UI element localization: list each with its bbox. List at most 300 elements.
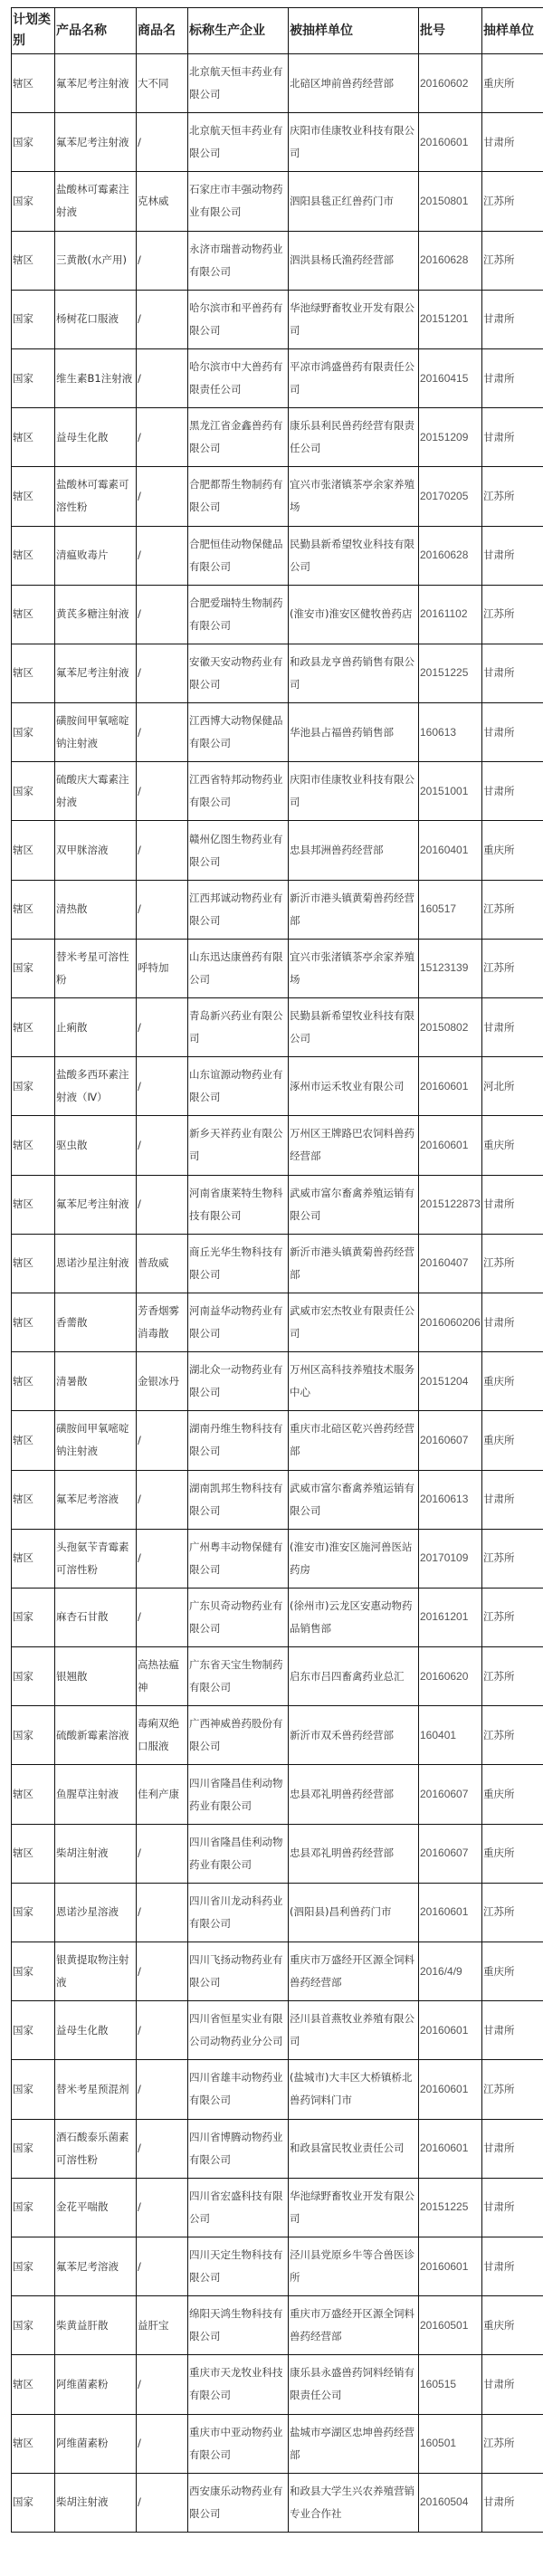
cell-manufacturer: 江西省特邦动物药业有限公司 [188, 762, 289, 821]
table-row [12, 2355, 543, 2414]
cell-sampled-unit: 和政县大学生兴农养殖营销专业合作社 [289, 2473, 419, 2532]
cell-trade-name: / [137, 2355, 188, 2414]
table-row [12, 1116, 543, 1175]
cell-plan-category: 国家 [12, 939, 55, 997]
cell-trade-name: / [137, 1411, 188, 1470]
cell-batch-number: 20160401 [419, 821, 482, 880]
cell-product-name: 盐酸多西环素注射液（Ⅳ） [55, 1057, 137, 1116]
cell-sampled-unit: 新沂市港头镇黄菊兽药经营部 [289, 1234, 419, 1293]
cell-manufacturer: 石家庄市丰强动物药业有限公司 [188, 172, 289, 231]
cell-trade-name: / [137, 1470, 188, 1529]
cell-sampled-unit: 泾川县党原乡牛等合兽医诊所 [289, 2237, 419, 2295]
cell-sampling-unit: 江苏所 [482, 880, 543, 939]
cell-batch-number: 2015122873 [419, 1175, 482, 1234]
table-row [12, 1942, 543, 2001]
cell-plan-category: 辖区 [12, 1765, 55, 1824]
cell-trade-name: / [137, 1824, 188, 1883]
cell-trade-name: 芳香烟雾消毒散 [137, 1293, 188, 1351]
cell-sampled-unit: 北碚区坤前兽药经营部 [289, 54, 419, 113]
table-row [12, 1588, 543, 1646]
cell-batch-number: 20151201 [419, 290, 482, 348]
cell-manufacturer: 湖南丹维生物科技有限公司 [188, 1411, 289, 1470]
cell-manufacturer: 永济市瑞普动物药业有限公司 [188, 231, 289, 290]
cell-trade-name: / [137, 2178, 188, 2237]
cell-plan-category: 国家 [12, 2237, 55, 2295]
cell-manufacturer: 四川省宏盛科技有限公司 [188, 2178, 289, 2237]
cell-plan-category: 国家 [12, 2178, 55, 2237]
cell-product-name: 替米考星可溶性粉 [55, 939, 137, 997]
header-trade-name: 商品名 [137, 8, 188, 54]
cell-sampled-unit: 华池绿野畜牧业开发有限公司 [289, 2178, 419, 2237]
cell-batch-number: 160515 [419, 2355, 482, 2414]
cell-trade-name: / [137, 2119, 188, 2178]
header-batch-number: 批号 [419, 8, 482, 54]
cell-sampling-unit: 重庆所 [482, 1116, 543, 1175]
table-row [12, 408, 543, 467]
cell-sampled-unit: 重庆市万盛经开区源全饲料兽药经营部 [289, 1942, 419, 2001]
cell-sampling-unit: 江苏所 [482, 172, 543, 231]
cell-sampling-unit: 江苏所 [482, 2414, 543, 2473]
cell-sampling-unit: 甘肃所 [482, 998, 543, 1057]
cell-sampled-unit: (徐州市)云龙区安惠动物药品销售部 [289, 1588, 419, 1646]
cell-product-name: 柴胡注射液 [55, 1824, 137, 1883]
cell-sampling-unit: 甘肃所 [482, 290, 543, 348]
cell-plan-category: 辖区 [12, 231, 55, 290]
cell-batch-number: 20151225 [419, 2178, 482, 2237]
cell-sampled-unit: (泗阳县)昌利兽药门市 [289, 1883, 419, 1942]
cell-manufacturer: 四川省川龙动科药业有限公司 [188, 1883, 289, 1942]
cell-plan-category: 辖区 [12, 1234, 55, 1293]
cell-sampled-unit: 泾川县首燕牧业养殖有限公司 [289, 2001, 419, 2060]
cell-manufacturer: 黑龙江省金鑫兽药有限公司 [188, 408, 289, 467]
cell-product-name: 益母生化散 [55, 2001, 137, 2060]
cell-manufacturer: 江西博大动物保健品有限公司 [188, 703, 289, 762]
table-row [12, 467, 543, 526]
cell-batch-number: 20160613 [419, 1470, 482, 1529]
cell-batch-number: 20161201 [419, 1588, 482, 1646]
cell-batch-number: 20160628 [419, 526, 482, 585]
cell-product-name: 氟苯尼考注射液 [55, 54, 137, 113]
cell-sampling-unit: 江苏所 [482, 1706, 543, 1765]
table-row [12, 172, 543, 231]
cell-plan-category: 辖区 [12, 1175, 55, 1234]
cell-sampling-unit: 甘肃所 [482, 526, 543, 585]
cell-product-name: 黄芪多糖注射液 [55, 585, 137, 644]
cell-product-name: 鱼腥草注射液 [55, 1765, 137, 1824]
cell-product-name: 氟苯尼考注射液 [55, 113, 137, 172]
cell-batch-number: 2016/4/9 [419, 1942, 482, 2001]
cell-sampling-unit: 重庆所 [482, 54, 543, 113]
cell-sampled-unit: 启东市吕四畜禽药业总汇 [289, 1647, 419, 1706]
cell-manufacturer: 安徽天安动物药业有限公司 [188, 644, 289, 702]
cell-trade-name: / [137, 1057, 188, 1116]
cell-manufacturer: 湖南凯邦生物科技有限公司 [188, 1470, 289, 1529]
cell-manufacturer: 四川省恒星实业有限公司动物药业分公司 [188, 2001, 289, 2060]
cell-sampling-unit: 甘肃所 [482, 1470, 543, 1529]
cell-sampling-unit: 重庆所 [482, 821, 543, 880]
cell-plan-category: 辖区 [12, 526, 55, 585]
cell-sampling-unit: 甘肃所 [482, 348, 543, 407]
cell-batch-number: 20160620 [419, 1647, 482, 1706]
cell-sampling-unit: 江苏所 [482, 1234, 543, 1293]
cell-sampled-unit: 和政县龙亨兽药销售有限公司 [289, 644, 419, 702]
cell-plan-category: 辖区 [12, 467, 55, 526]
cell-sampling-unit: 甘肃所 [482, 2119, 543, 2178]
cell-manufacturer: 四川省隆昌佳利动物药业有限公司 [188, 1824, 289, 1883]
cell-sampled-unit: (淮安市)淮安区健牧兽药店 [289, 585, 419, 644]
cell-product-name: 替米考星预混剂 [55, 2060, 137, 2119]
cell-sampled-unit: 康乐县利民兽药经营有限责任公司 [289, 408, 419, 467]
cell-trade-name: / [137, 2473, 188, 2532]
cell-sampling-unit: 河北所 [482, 1057, 543, 1116]
cell-plan-category: 国家 [12, 2060, 55, 2119]
table-row [12, 703, 543, 762]
table-row [12, 880, 543, 939]
cell-plan-category: 辖区 [12, 1116, 55, 1175]
table-row [12, 54, 543, 113]
cell-manufacturer: 商丘光华生物科技有限公司 [188, 1234, 289, 1293]
cell-plan-category: 辖区 [12, 880, 55, 939]
cell-manufacturer: 青岛新兴药业有限公司 [188, 998, 289, 1057]
cell-sampling-unit: 江苏所 [482, 1588, 543, 1646]
cell-sampling-unit: 甘肃所 [482, 2178, 543, 2237]
cell-product-name: 柴胡注射液 [55, 2473, 137, 2532]
table-row [12, 1411, 543, 1470]
cell-trade-name: 佳利产康 [137, 1765, 188, 1824]
cell-plan-category: 辖区 [12, 1470, 55, 1529]
table-row [12, 762, 543, 821]
cell-batch-number: 20161102 [419, 585, 482, 644]
header-product-name: 产品名称 [55, 8, 137, 54]
cell-trade-name: 高热祛瘟神 [137, 1647, 188, 1706]
table-row [12, 348, 543, 407]
cell-plan-category: 国家 [12, 290, 55, 348]
cell-product-name: 阿维菌素粉 [55, 2355, 137, 2414]
cell-plan-category: 国家 [12, 348, 55, 407]
cell-plan-category: 国家 [12, 1706, 55, 1765]
cell-trade-name: / [137, 703, 188, 762]
cell-batch-number: 160401 [419, 1706, 482, 1765]
cell-plan-category: 辖区 [12, 1824, 55, 1883]
cell-plan-category: 辖区 [12, 998, 55, 1057]
table-row [12, 1765, 543, 1824]
cell-batch-number: 20160607 [419, 1411, 482, 1470]
cell-trade-name: / [137, 2414, 188, 2473]
cell-sampling-unit: 江苏所 [482, 1529, 543, 1588]
cell-product-name: 氟苯尼考溶液 [55, 1470, 137, 1529]
cell-manufacturer: 广西神威兽药股份有限公司 [188, 1706, 289, 1765]
cell-sampled-unit: 宜兴市张渚镇茶亭余家养殖场 [289, 939, 419, 997]
cell-plan-category: 辖区 [12, 821, 55, 880]
table-header-row [12, 8, 543, 54]
cell-plan-category: 国家 [12, 1942, 55, 2001]
cell-batch-number: 2016060206 [419, 1293, 482, 1351]
cell-sampling-unit: 甘肃所 [482, 113, 543, 172]
cell-manufacturer: 新乡天祥药业有限公司 [188, 1116, 289, 1175]
cell-sampling-unit: 江苏所 [482, 2060, 543, 2119]
cell-product-name: 清暑散 [55, 1352, 137, 1411]
cell-sampled-unit: 盐城市亭湖区忠坤兽药经营部 [289, 2414, 419, 2473]
table-row [12, 1352, 543, 1411]
cell-manufacturer: 山东迅达康兽药有限公司 [188, 939, 289, 997]
table-row [12, 1706, 543, 1765]
header-sampled-unit: 被抽样单位 [289, 8, 419, 54]
cell-sampling-unit: 甘肃所 [482, 762, 543, 821]
cell-plan-category: 国家 [12, 2296, 55, 2355]
cell-sampling-unit: 甘肃所 [482, 2237, 543, 2295]
cell-batch-number: 20170205 [419, 467, 482, 526]
cell-product-name: 清热散 [55, 880, 137, 939]
cell-sampled-unit: 重庆市万盛经开区源全饲料兽药经营部 [289, 2296, 419, 2355]
cell-plan-category: 国家 [12, 2119, 55, 2178]
cell-product-name: 磺胺间甲氧嘧啶钠注射液 [55, 1411, 137, 1470]
cell-sampled-unit: 康乐县永盛兽药饲料经销有限责任公司 [289, 2355, 419, 2414]
cell-trade-name: / [137, 1942, 188, 2001]
cell-batch-number: 20160601 [419, 2001, 482, 2060]
table-row [12, 1529, 543, 1588]
cell-trade-name: 克林威 [137, 172, 188, 231]
header-plan-category: 计划类别 [12, 8, 55, 54]
cell-trade-name: / [137, 2237, 188, 2295]
cell-sampled-unit: 泗洪县杨氏渔药经营部 [289, 231, 419, 290]
cell-sampled-unit: 涿州市运禾牧业有限公司 [289, 1057, 419, 1116]
cell-plan-category: 辖区 [12, 1293, 55, 1351]
cell-product-name: 磺胺间甲氧嘧啶钠注射液 [55, 703, 137, 762]
cell-product-name: 杨树花口服液 [55, 290, 137, 348]
cell-sampled-unit: 武威市富尔畜禽养殖运销有限公司 [289, 1175, 419, 1234]
cell-manufacturer: 重庆市中亚动物药业有限公司 [188, 2414, 289, 2473]
cell-sampling-unit: 重庆所 [482, 2296, 543, 2355]
cell-product-name: 香薷散 [55, 1293, 137, 1351]
cell-product-name: 盐酸林可霉素注射液 [55, 172, 137, 231]
table-row [12, 231, 543, 290]
cell-product-name: 氟苯尼考注射液 [55, 1175, 137, 1234]
cell-batch-number: 160517 [419, 880, 482, 939]
cell-manufacturer: 四川省雄丰动物药业有限公司 [188, 2060, 289, 2119]
table-row [12, 526, 543, 585]
cell-product-name: 银翘散 [55, 1647, 137, 1706]
cell-manufacturer: 西安康乐动物药业有限公司 [188, 2473, 289, 2532]
cell-trade-name: / [137, 880, 188, 939]
cell-sampled-unit: 万州区王牌路巴农饲料兽药经营部 [289, 1116, 419, 1175]
cell-sampled-unit: 忠县邓礼明兽药经营部 [289, 1765, 419, 1824]
cell-sampling-unit: 江苏所 [482, 1883, 543, 1942]
cell-product-name: 头孢氨苄青霉素可溶性粉 [55, 1529, 137, 1588]
cell-plan-category: 辖区 [12, 54, 55, 113]
cell-sampling-unit: 江苏所 [482, 467, 543, 526]
cell-manufacturer: 北京航天恒丰药业有限公司 [188, 54, 289, 113]
cell-sampling-unit: 甘肃所 [482, 1293, 543, 1351]
cell-product-name: 银黄提取物注射液 [55, 1942, 137, 2001]
cell-trade-name: 益肝宝 [137, 2296, 188, 2355]
cell-sampling-unit: 重庆所 [482, 1411, 543, 1470]
cell-product-name: 柴黄益肝散 [55, 2296, 137, 2355]
cell-product-name: 麻杏石甘散 [55, 1588, 137, 1646]
cell-sampled-unit: 新沂市港头镇黄菊兽药经营部 [289, 880, 419, 939]
table-row [12, 1824, 543, 1883]
cell-sampling-unit: 江苏所 [482, 1647, 543, 1706]
table-row [12, 2001, 543, 2060]
cell-batch-number: 20151204 [419, 1352, 482, 1411]
cell-trade-name: / [137, 408, 188, 467]
cell-trade-name: / [137, 290, 188, 348]
cell-batch-number: 20160601 [419, 113, 482, 172]
cell-plan-category: 辖区 [12, 2414, 55, 2473]
cell-batch-number: 20160407 [419, 1234, 482, 1293]
cell-sampled-unit: (盐城市)大丰区大桥镇桥北兽药饲料门市 [289, 2060, 419, 2119]
cell-product-name: 盐酸林可霉素可溶性粉 [55, 467, 137, 526]
cell-plan-category: 辖区 [12, 585, 55, 644]
cell-product-name: 硫酸庆大霉素注射液 [55, 762, 137, 821]
cell-trade-name: / [137, 113, 188, 172]
cell-trade-name: / [137, 1175, 188, 1234]
cell-sampled-unit: 庆阳市佳康牧业科技有限公司 [289, 113, 419, 172]
cell-product-name: 恩诺沙星注射液 [55, 1234, 137, 1293]
cell-trade-name: / [137, 1883, 188, 1942]
table-row [12, 998, 543, 1057]
cell-product-name: 氟苯尼考注射液 [55, 644, 137, 702]
cell-trade-name: 金银冰丹 [137, 1352, 188, 1411]
cell-trade-name: / [137, 2060, 188, 2119]
cell-sampled-unit: 泗阳县毯正红兽药门市 [289, 172, 419, 231]
cell-product-name: 金花平喘散 [55, 2178, 137, 2237]
cell-sampling-unit: 江苏所 [482, 231, 543, 290]
cell-manufacturer: 山东谊源动物药业有限公司 [188, 1057, 289, 1116]
cell-manufacturer: 合肥恒佳动物保健品有限公司 [188, 526, 289, 585]
cell-sampled-unit: (淮安市)淮安区施河兽医站药房 [289, 1529, 419, 1588]
cell-sampled-unit: 平凉市鸿盛兽药有限责任公司 [289, 348, 419, 407]
cell-sampling-unit: 重庆所 [482, 1824, 543, 1883]
table-row [12, 585, 543, 644]
cell-sampled-unit: 万州区高科技养殖技术服务中心 [289, 1352, 419, 1411]
cell-sampling-unit: 甘肃所 [482, 2355, 543, 2414]
cell-batch-number: 20160501 [419, 2296, 482, 2355]
cell-batch-number: 20160607 [419, 1824, 482, 1883]
cell-plan-category: 国家 [12, 2473, 55, 2532]
cell-batch-number: 160613 [419, 703, 482, 762]
table-row [12, 1175, 543, 1234]
cell-plan-category: 国家 [12, 172, 55, 231]
table-body [12, 54, 543, 2533]
cell-batch-number: 20151209 [419, 408, 482, 467]
cell-product-name: 阿维菌素粉 [55, 2414, 137, 2473]
cell-plan-category: 国家 [12, 762, 55, 821]
cell-trade-name: / [137, 231, 188, 290]
cell-manufacturer: 湖北众一动物药业有限公司 [188, 1352, 289, 1411]
cell-manufacturer: 河南益华动物药业有限公司 [188, 1293, 289, 1351]
cell-plan-category: 国家 [12, 1057, 55, 1116]
cell-plan-category: 辖区 [12, 1352, 55, 1411]
cell-sampling-unit: 重庆所 [482, 1352, 543, 1411]
cell-plan-category: 国家 [12, 1647, 55, 1706]
cell-product-name: 止痢散 [55, 998, 137, 1057]
cell-batch-number: 20160601 [419, 1883, 482, 1942]
table-row [12, 1883, 543, 1942]
cell-sampling-unit: 江苏所 [482, 939, 543, 997]
cell-trade-name: / [137, 1588, 188, 1646]
cell-manufacturer: 广东贝奇动物药业有限公司 [188, 1588, 289, 1646]
cell-product-name: 双甲脒溶液 [55, 821, 137, 880]
cell-sampling-unit: 重庆所 [482, 1765, 543, 1824]
cell-trade-name: / [137, 2001, 188, 2060]
cell-batch-number: 20160601 [419, 1116, 482, 1175]
cell-manufacturer: 哈尔滨市和平兽药有限公司 [188, 290, 289, 348]
cell-batch-number: 20160607 [419, 1765, 482, 1824]
cell-batch-number: 20151001 [419, 762, 482, 821]
cell-manufacturer: 合肥爱瑞特生物制药有限公司 [188, 585, 289, 644]
cell-trade-name: 大不同 [137, 54, 188, 113]
cell-plan-category: 国家 [12, 113, 55, 172]
cell-plan-category: 辖区 [12, 408, 55, 467]
cell-batch-number: 20160628 [419, 231, 482, 290]
cell-batch-number: 20160504 [419, 2473, 482, 2532]
cell-sampled-unit: 忠县邓礼明兽药经营部 [289, 1824, 419, 1883]
cell-manufacturer: 合肥都帮生物制药有限公司 [188, 467, 289, 526]
cell-batch-number: 20151225 [419, 644, 482, 702]
cell-sampling-unit: 甘肃所 [482, 408, 543, 467]
cell-product-name: 驱虫散 [55, 1116, 137, 1175]
table-row [12, 2296, 543, 2355]
cell-manufacturer: 四川天定生物科技有限公司 [188, 2237, 289, 2295]
table-row [12, 1293, 543, 1351]
cell-trade-name: / [137, 762, 188, 821]
cell-sampling-unit: 甘肃所 [482, 703, 543, 762]
cell-sampled-unit: 新沂市双禾兽药经营部 [289, 1706, 419, 1765]
cell-manufacturer: 广东省天宝生物制药有限公司 [188, 1647, 289, 1706]
sampling-results-table [11, 7, 543, 2533]
cell-sampled-unit: 忠县邦洲兽药经营部 [289, 821, 419, 880]
cell-trade-name: / [137, 1116, 188, 1175]
cell-manufacturer: 河南省康莱特生物科技有限公司 [188, 1175, 289, 1234]
cell-product-name: 维生素B1注射液 [55, 348, 137, 407]
cell-manufacturer: 赣州亿图生物药业有限公司 [188, 821, 289, 880]
cell-sampled-unit: 武威市宏杰牧业有限责任公司 [289, 1293, 419, 1351]
cell-plan-category: 国家 [12, 1588, 55, 1646]
table-row [12, 644, 543, 702]
cell-sampled-unit: 和政县富民牧业责任公司 [289, 2119, 419, 2178]
cell-sampling-unit: 甘肃所 [482, 2001, 543, 2060]
cell-batch-number: 20160602 [419, 54, 482, 113]
cell-manufacturer: 北京航天恒丰药业有限公司 [188, 113, 289, 172]
cell-trade-name: / [137, 526, 188, 585]
table-row [12, 1057, 543, 1116]
cell-trade-name: / [137, 467, 188, 526]
cell-plan-category: 国家 [12, 1883, 55, 1942]
table-row [12, 2237, 543, 2295]
cell-plan-category: 国家 [12, 703, 55, 762]
cell-trade-name: / [137, 1529, 188, 1588]
cell-sampled-unit: 重庆市北碚区乾兴兽药经营部 [289, 1411, 419, 1470]
cell-product-name: 酒石酸泰乐菌素可溶性粉 [55, 2119, 137, 2178]
cell-sampling-unit: 江苏所 [482, 585, 543, 644]
table-row [12, 290, 543, 348]
cell-sampled-unit: 宜兴市张渚镇茶亭余家养殖场 [289, 467, 419, 526]
cell-plan-category: 辖区 [12, 1529, 55, 1588]
cell-product-name: 三黄散(水产用) [55, 231, 137, 290]
cell-sampled-unit: 庆阳市佳康牧业科技有限公司 [289, 762, 419, 821]
header-sampling-unit: 抽样单位 [482, 8, 543, 54]
cell-trade-name: / [137, 585, 188, 644]
cell-product-name: 氟苯尼考溶液 [55, 2237, 137, 2295]
cell-batch-number: 20160415 [419, 348, 482, 407]
cell-trade-name: 普敌威 [137, 1234, 188, 1293]
cell-product-name: 益母生化散 [55, 408, 137, 467]
cell-product-name: 恩诺沙星溶液 [55, 1883, 137, 1942]
cell-batch-number: 20150802 [419, 998, 482, 1057]
cell-manufacturer: 四川省博腾动物药业有限公司 [188, 2119, 289, 2178]
cell-batch-number: 15123139 [419, 939, 482, 997]
cell-plan-category: 辖区 [12, 1411, 55, 1470]
